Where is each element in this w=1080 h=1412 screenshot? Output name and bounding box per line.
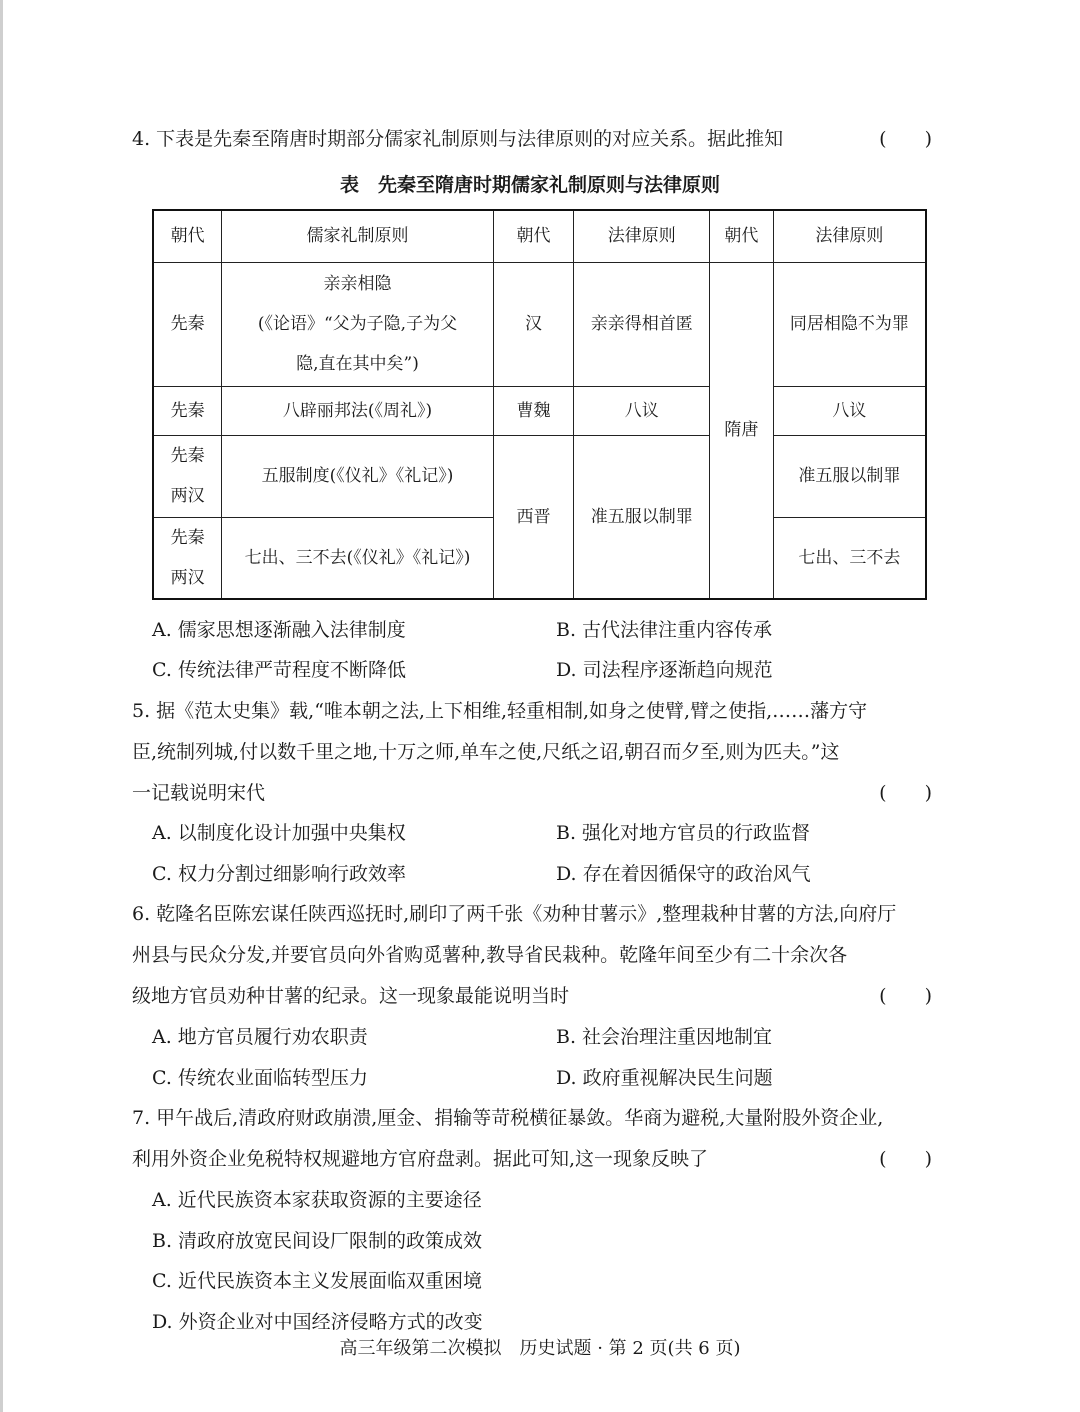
era2-cell-merged: 西晋: [493, 435, 574, 599]
q7-stem-line: 7. 甲午战后,清政府财政崩溃,厘金、捐输等苛税横征暴敛。华商为避税,大量附股外资企业,: [132, 1107, 884, 1129]
li-cell: 八辟丽邦法(《周礼》): [222, 386, 493, 435]
q5-option-b[interactable]: B. 强化对地方官员的行政监督: [556, 822, 811, 844]
page-edge: [0, 0, 3, 1412]
li-line: 亲亲相隐: [323, 274, 392, 294]
header-cell: 法律原则: [773, 210, 926, 262]
q5-stem-line: 臣,统制列城,付以数千里之地,十万之师,单车之使,尺纸之诏,朝召而夕至,则为匹夫。”这: [132, 741, 840, 763]
q6-stem-line: [132, 984, 932, 1008]
q5-stem-line: 5. 据《范太史集》载,“唯本朝之法,上下相维,轻重相制,如身之使臂,臂之使指,……藩方守: [132, 700, 868, 722]
q6-answer-paren: ( ): [879, 985, 932, 1007]
table-row: [153, 262, 926, 386]
table-header-row: [153, 210, 926, 262]
law2-cell: 准五服以制罪: [773, 435, 926, 517]
q6-option-c[interactable]: C. 传统农业面临转型压力: [152, 1067, 368, 1089]
q4-option-c[interactable]: C. 传统法律严苛程度不断降低: [152, 659, 406, 681]
era3-cell-merged: 隋唐: [710, 262, 774, 599]
q4-option-b[interactable]: B. 古代法律注重内容传承: [556, 619, 773, 641]
header-cell: 朝代: [493, 210, 574, 262]
q4-option-a[interactable]: A. 儒家思想逐渐融入法律制度: [152, 619, 406, 641]
q5-option-c[interactable]: C. 权力分割过细影响行政效率: [152, 863, 406, 885]
q4-stem-text: 4. 下表是先秦至隋唐时期部分儒家礼制原则与法律原则的对应关系。据此推知: [132, 128, 784, 150]
q7-stem-line: [132, 1147, 932, 1171]
era-line: 先秦: [170, 446, 205, 466]
era-line: 两汉: [170, 567, 205, 588]
q7-option-b[interactable]: B. 清政府放宽民间设厂限制的政策成效: [152, 1230, 483, 1252]
li-line: 隐,直在其中矣”): [296, 354, 419, 374]
era-line: 两汉: [170, 486, 205, 506]
law2-cell: 八议: [773, 386, 926, 435]
li-cell: 五服制度(《仪礼》《礼记》): [222, 435, 493, 517]
table-row: [153, 386, 926, 435]
q6-stem-text: 级地方官员劝种甘薯的纪录。这一现象最能说明当时: [132, 985, 570, 1007]
q7-option-a[interactable]: A. 近代民族资本家获取资源的主要途径: [152, 1189, 482, 1211]
q7-option-c[interactable]: C. 近代民族资本主义发展面临双重困境: [152, 1270, 482, 1292]
q4-option-d[interactable]: D. 司法程序逐渐趋向规范: [556, 659, 773, 681]
header-cell: 朝代: [153, 210, 222, 262]
law-cell-merged: 准五服以制罪: [574, 435, 710, 599]
header-cell: 儒家礼制原则: [222, 210, 493, 262]
q7-answer-paren: ( ): [879, 1148, 932, 1170]
q6-stem-line: 州县与民众分发,并要官员向外省购觅薯种,教导省民栽种。乾隆年间至少有二十余次各: [132, 944, 848, 966]
q4-stem: [132, 127, 932, 151]
era-cell: [153, 435, 222, 517]
q6-option-a[interactable]: A. 地方官员履行劝农职责: [152, 1026, 368, 1048]
era-cell: [153, 517, 222, 599]
page-footer: 高三年级第二次模拟 历史试题 · 第 2 页(共 6 页): [339, 1338, 741, 1359]
q7-option-d[interactable]: D. 外资企业对中国经济侵略方式的改变: [152, 1311, 483, 1333]
q5-stem-text: 一记载说明宋代: [132, 782, 266, 804]
header-cell: 朝代: [710, 210, 774, 262]
q5-stem-line: [132, 781, 932, 805]
q6-option-b[interactable]: B. 社会治理注重因地制宜: [556, 1026, 773, 1048]
q5-answer-paren: ( ): [879, 782, 932, 804]
era-cell: 先秦: [153, 386, 222, 435]
q6-stem-line: 6. 乾隆名臣陈宏谋任陕西巡抚时,刷印了两千张《劝种甘薯示》,整理栽种甘薯的方法,向府厅: [132, 903, 897, 925]
era2-cell: 汉: [493, 262, 574, 386]
q4-table-title: 表 先秦至隋唐时期儒家礼制原则与法律原则: [340, 174, 721, 196]
era-cell: 先秦: [153, 262, 222, 386]
li-line: (《论语》“父为子隐,子为父: [257, 314, 458, 334]
law-cell: 亲亲得相首匿: [574, 262, 710, 386]
q5-option-a[interactable]: A. 以制度化设计加强中央集权: [152, 822, 406, 844]
table-row: [153, 435, 926, 517]
header-cell: 法律原则: [574, 210, 710, 262]
q4-table: [152, 209, 927, 600]
law2-cell: 同居相隐不为罪: [773, 262, 926, 386]
q7-stem-text: 利用外资企业免税特权规避地方官府盘剥。据此可知,这一现象反映了: [132, 1148, 709, 1170]
law-cell: 八议: [574, 386, 710, 435]
era-line: 先秦: [170, 527, 205, 548]
q4-answer-paren: ( ): [879, 128, 932, 150]
era2-cell: 曹魏: [493, 386, 574, 435]
li-cell: [222, 262, 493, 386]
q6-option-d[interactable]: D. 政府重视解决民生问题: [556, 1067, 773, 1089]
q5-option-d[interactable]: D. 存在着因循保守的政治风气: [556, 863, 811, 885]
li-cell: 七出、三不去(《仪礼》《礼记》): [222, 517, 493, 599]
law2-cell: 七出、三不去: [773, 517, 926, 599]
